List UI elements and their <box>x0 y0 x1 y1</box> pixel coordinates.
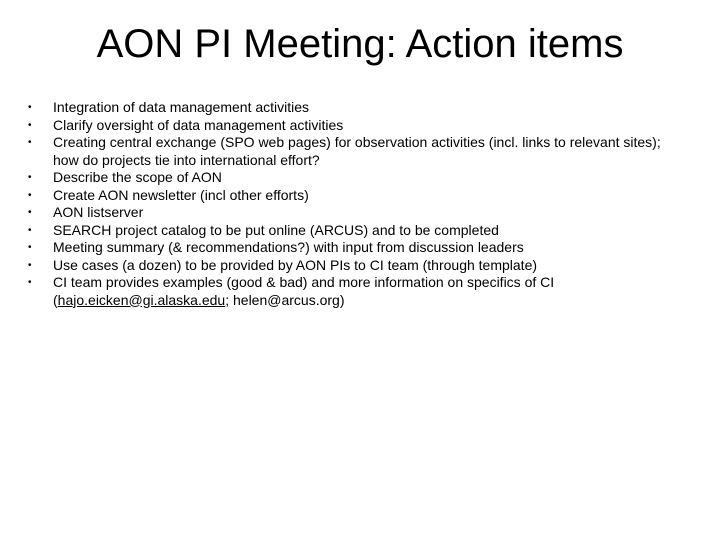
slide-title: AON PI Meeting: Action items <box>96 22 624 66</box>
list-item <box>24 239 664 257</box>
list-item-contacts <box>24 274 664 309</box>
bullet-icon: • <box>28 172 32 183</box>
list-item-text: SEARCH project catalog to be put online (ARCUS) and to be completed <box>53 221 499 238</box>
bullet-icon: • <box>28 189 32 201</box>
bullet-icon: • <box>28 207 32 218</box>
list-item-text: Use cases (a dozen) to be provided by AON PIs to CI team (through template) <box>53 256 538 273</box>
list-item <box>24 169 664 187</box>
bullet-icon: • <box>28 119 32 131</box>
list-item <box>24 134 664 169</box>
bullet-icon: • <box>28 259 32 271</box>
action-items-list <box>24 99 664 309</box>
contacts-text-after: ; helen@arcus.org) <box>225 291 345 308</box>
bullet-icon: • <box>28 277 32 288</box>
bullet-icon: • <box>28 242 32 253</box>
bullet-icon: • <box>28 102 32 113</box>
list-item <box>24 222 664 240</box>
list-item-text: Describe the scope of AON <box>53 169 222 185</box>
email-link[interactable]: hajo.eicken@gi.alaska.edu <box>57 291 226 308</box>
list-item <box>24 257 664 275</box>
list-item-text: Create AON newsletter (incl other efforts) <box>53 186 309 203</box>
list-item-text <box>53 274 664 309</box>
list-item <box>24 117 664 135</box>
list-item <box>24 187 664 205</box>
list-item-text: Creating central exchange (SPO web pages) for observation activities (incl. links to relevant sites); how do projects tie into international effort? <box>53 134 661 168</box>
list-item-text: Clarify oversight of data management activities <box>53 116 344 133</box>
list-item-text: AON listserver <box>53 204 144 220</box>
bullet-icon: • <box>28 137 32 148</box>
list-item <box>24 204 664 222</box>
list-item <box>24 99 664 117</box>
list-item-text: Meeting summary (& recommendations?) with input from discussion leaders <box>53 239 524 255</box>
bullet-icon: • <box>28 224 32 236</box>
list-item-text: Integration of data management activities <box>53 99 310 115</box>
contacts-text-before: CI team provides examples (good & bad) and more information on specifics of CI ( <box>53 274 555 308</box>
